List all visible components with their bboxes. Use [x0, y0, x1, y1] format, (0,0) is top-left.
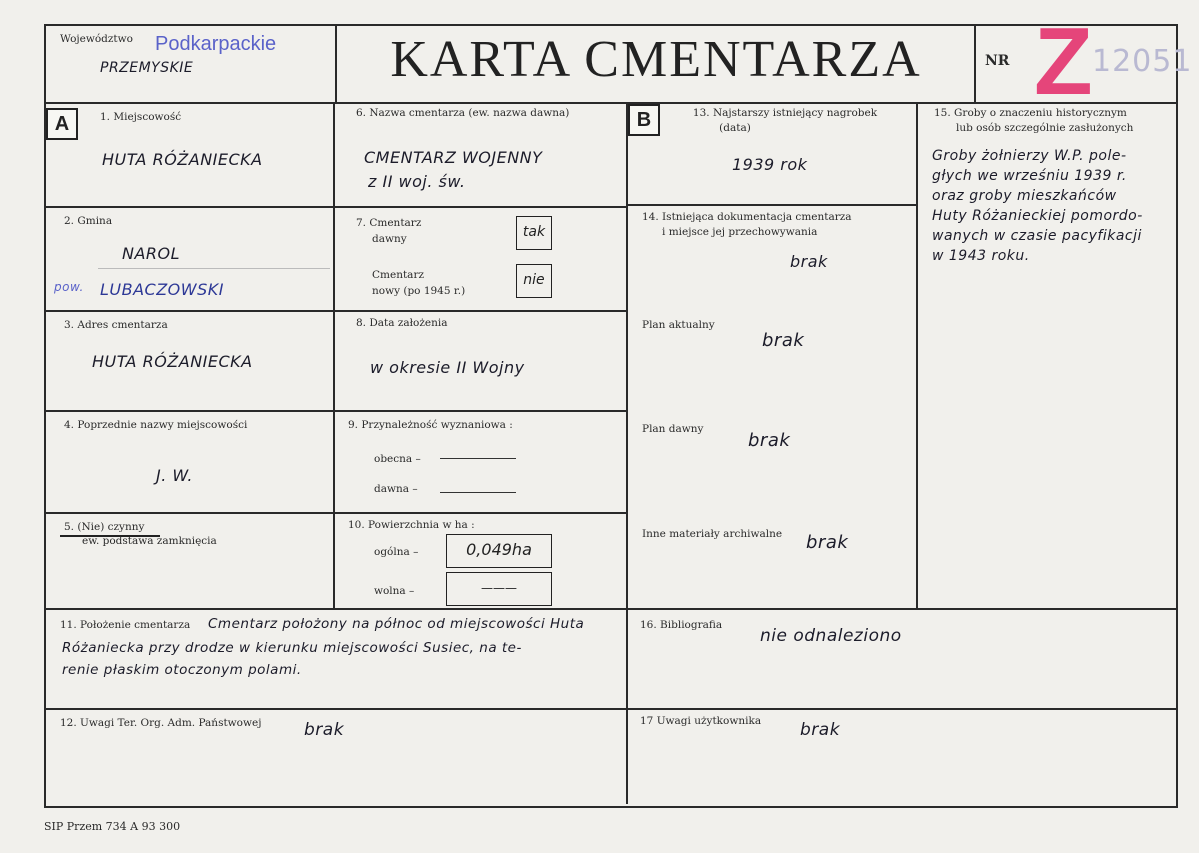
inne-materialy-value: brak [806, 532, 849, 553]
header-bottom-line [44, 102, 1176, 104]
plan-aktualny-label: Plan aktualny [642, 319, 715, 331]
inne-materialy-label: Inne materiały archiwalne [642, 528, 783, 540]
field-2-value: NAROL [122, 244, 181, 263]
field-8-value: w okresie II Wojny [370, 358, 525, 377]
field-12-label: 12. Uwagi Ter. Org. Adm. Państwowej [60, 717, 262, 729]
field-4-value: J. W. [156, 466, 193, 485]
plan-dawny-value: brak [748, 430, 791, 451]
field-10-ogolna-label: ogólna – [374, 546, 419, 558]
field-2-pow-prefix: pow. [54, 280, 84, 294]
field-17-value: brak [800, 720, 841, 740]
field-15-line-4: Huty Różanieckiej pomordo- [932, 208, 1143, 224]
field-7-label: 7. Cmentarz [356, 217, 422, 229]
field-14-label: 14. Istniejąca dokumentacja cmentarza [642, 211, 852, 223]
field-13-label: 13. Najstarszy istniejący nagrobek [692, 107, 878, 119]
field-12-value: brak [304, 720, 345, 740]
field-6-value-line2: z II woj. św. [368, 172, 466, 191]
row-line-a1 [44, 206, 628, 208]
row-line-lower [44, 708, 1176, 710]
field-15-line-2: głych we wrześniu 1939 r. [932, 168, 1127, 184]
field-9-dawna-line [440, 492, 516, 493]
field-9-obecna-label: obecna – [374, 453, 421, 465]
field-1-label: 1. Miejscowość [100, 111, 182, 123]
footer-code: SIP Przem 734 A 93 300 [44, 820, 181, 833]
field-6-label: 6. Nazwa cmentarza (ew. nazwa dawna) [356, 107, 570, 119]
wojewodztwo-value: PRZEMYSKIE [100, 60, 194, 76]
field-10-wolna-label: wolna – [374, 585, 415, 597]
row-line-main [44, 608, 1176, 610]
col-divider-a [333, 102, 335, 610]
row-line-a2 [44, 310, 628, 312]
field-10-wolna-box: ——— [446, 572, 552, 606]
field-15-line-1: Groby żołnierzy W.P. pole- [932, 148, 1127, 164]
field-9-obecna-line [440, 458, 516, 459]
field-2-pow-value: LUBACZOWSKI [100, 280, 224, 299]
field-15-sublabel: lub osób szczególnie zasłużonych [956, 122, 1134, 134]
plan-dawny-label: Plan dawny [642, 423, 704, 435]
nr-value: 12051 [1092, 44, 1193, 79]
field-15-label: 15. Groby o znaczeniu historycznym [934, 107, 1127, 119]
field-13-value: 1939 rok [732, 155, 808, 174]
field-11-line-1: Cmentarz położony na północ od miejscowości Huta [208, 616, 585, 632]
row-line-a3 [44, 410, 628, 412]
field-7-sublabel: dawny [372, 233, 407, 245]
field-1-value: HUTA RÓŻANIECKA [102, 150, 263, 169]
field-3-value: HUTA RÓŻANIECKA [92, 352, 253, 371]
field-15-line-6: w 1943 roku. [932, 248, 1030, 264]
row-line-a4 [44, 512, 628, 514]
field-6-value-line1: CMENTARZ WOJENNY [364, 148, 543, 167]
field-7-nowy-sublabel: nowy (po 1945 r.) [372, 285, 466, 297]
col-divider-b [916, 102, 918, 610]
field-11-label: 11. Położenie cmentarza [60, 619, 191, 631]
field-4-label: 4. Poprzednie nazwy miejscowości [64, 419, 248, 431]
field-7-dawny-box: tak [516, 216, 552, 250]
section-a-badge: A [46, 108, 78, 140]
wojewodztwo-stamp: Podkarpackie [155, 33, 277, 55]
page-title: KARTA CMENTARZA [390, 31, 922, 88]
outer-frame [44, 24, 1178, 808]
field-2-label: 2. Gmina [64, 215, 113, 227]
field-11-line-3: renie płaskim otoczonym polami. [62, 662, 302, 678]
field-11-line-2: Różaniecka przy drodze w kierunku miejscowości Susiec, na te- [62, 640, 522, 656]
field-8-label: 8. Data założenia [356, 317, 448, 329]
field-13-sublabel: (data) [719, 122, 751, 134]
field-16-label: 16. Bibliografia [640, 619, 723, 631]
field-7-nowy-box: nie [516, 264, 552, 298]
field-17-label: 17 Uwagi użytkownika [640, 715, 762, 727]
field-10-ogolna-box: 0,049ha [446, 534, 552, 568]
field-9-dawna-label: dawna – [374, 483, 418, 495]
field-9-label: 9. Przynależność wyznaniowa : [348, 419, 513, 431]
plan-aktualny-value: brak [762, 330, 805, 351]
field-14-value: brak [790, 252, 828, 271]
section-b-badge: B [628, 104, 660, 136]
row-line-b1 [626, 204, 918, 206]
field-5-sublabel: ew. podstawa zamknięcia [82, 535, 217, 547]
field-16-value: nie odnaleziono [760, 626, 902, 646]
field-5-label: 5. (Nie) czynny [64, 521, 145, 533]
field-10-label: 10. Powierzchnia w ha : [348, 519, 475, 531]
field-7-nowy-label: Cmentarz [372, 269, 424, 281]
wojewodztwo-label: Województwo [60, 33, 133, 45]
nr-stamp: Z [1034, 8, 1093, 115]
field-14-sublabel: i miejsce jej przechowywania [662, 226, 818, 238]
field-15-line-5: wanych w czasie pacyfikacji [932, 228, 1142, 244]
field-3-label: 3. Adres cmentarza [64, 319, 168, 331]
field-2-underline [98, 268, 330, 269]
nr-label: NR [985, 53, 1010, 69]
field-15-line-3: oraz groby mieszkańców [932, 188, 1117, 204]
